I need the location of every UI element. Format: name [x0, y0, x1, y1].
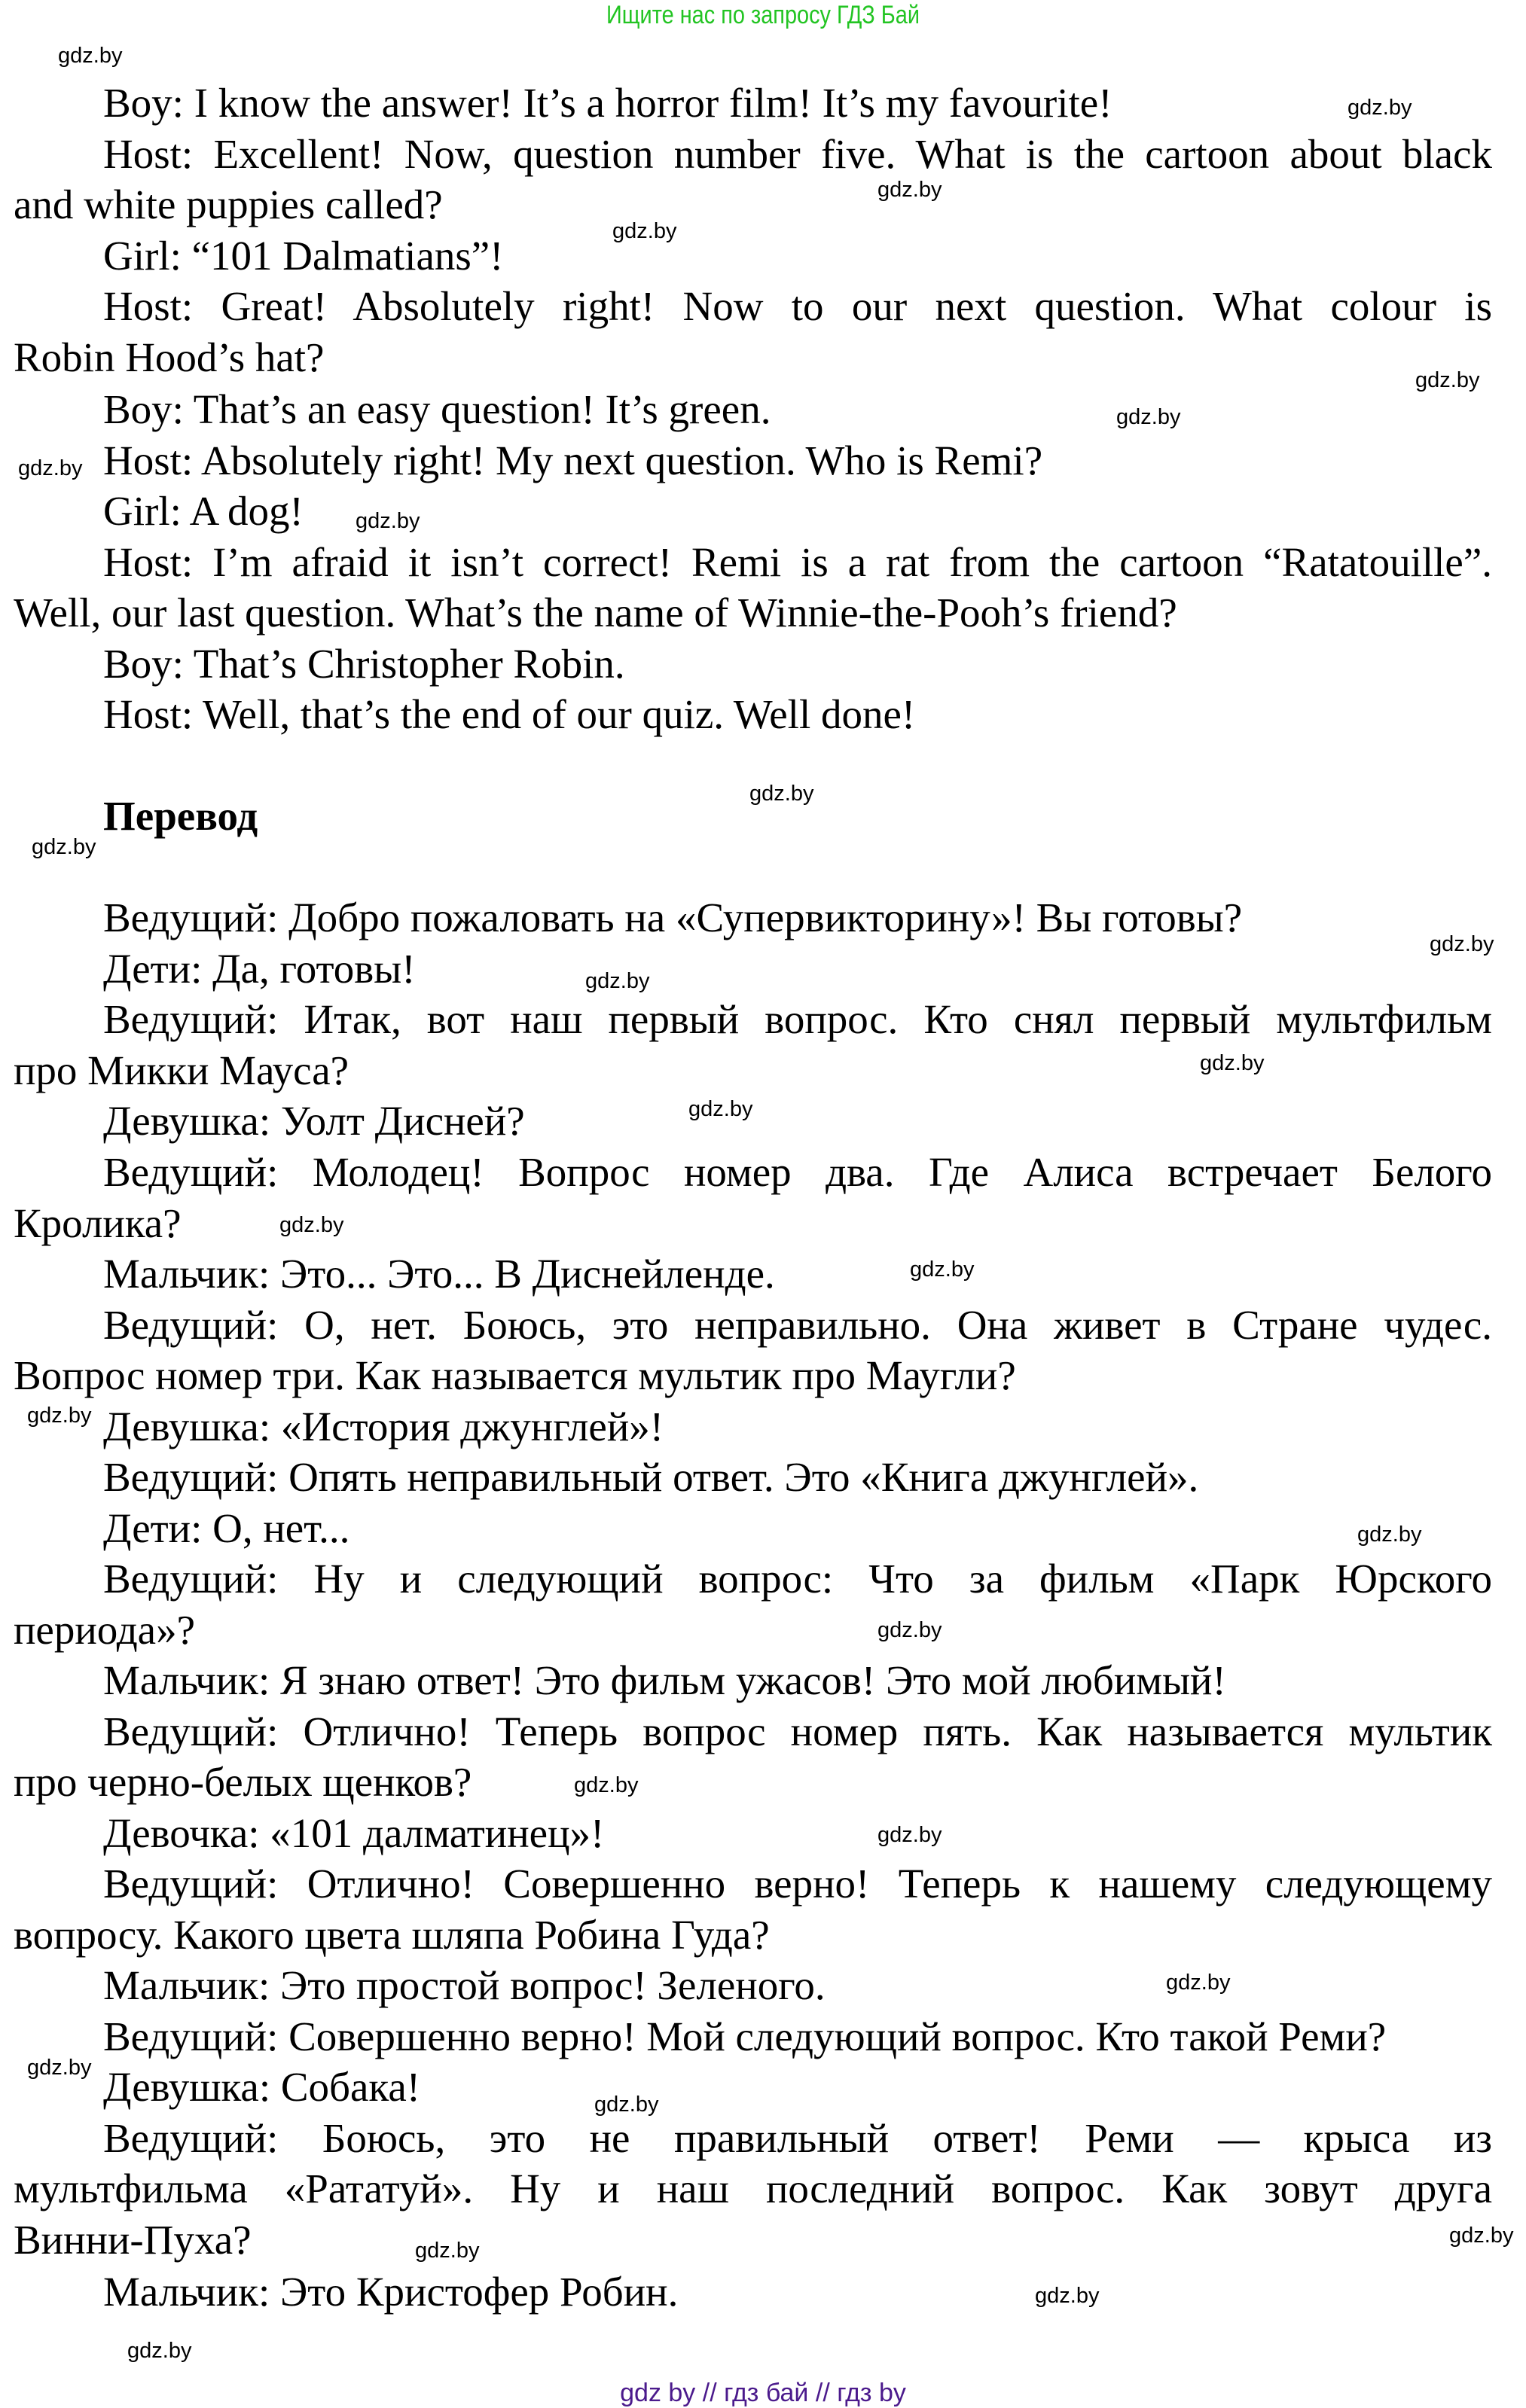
watermark-text: gdz.by — [574, 1773, 639, 1797]
text-line: про черно-белых щенков? — [14, 1759, 472, 1805]
watermark-text: gdz.by — [1200, 1051, 1265, 1075]
watermark-text: gdz.by — [910, 1257, 975, 1282]
watermark-text: gdz.by — [1449, 2224, 1514, 2248]
watermark-text: gdz.by — [415, 2239, 480, 2263]
text-line: Boy: That’s an easy question! It’s green. — [103, 386, 771, 432]
text-line: Мальчик: Это простой вопрос! Зеленого. — [103, 1962, 826, 2008]
watermark-text: gdz.by — [27, 2056, 92, 2080]
watermark-text: gdz.by — [1116, 405, 1181, 429]
watermark-text: gdz.by — [877, 178, 942, 202]
text-line: Host: Absolutely right! My next question. Who is Remi? — [103, 437, 1043, 483]
text-line: Robin Hood’s hat? — [14, 334, 325, 380]
top-banner: Ищите нас по запросу ГДЗ Бай — [606, 1, 920, 29]
text-line: Girl: “101 Dalmatians”! — [103, 233, 504, 279]
watermark-text: gdz.by — [32, 835, 96, 859]
bottom-banner: gdz by // гдз бай // гдз by — [620, 2379, 906, 2407]
text-line: Мальчик: Это Кристофер Робин. — [103, 2269, 679, 2315]
text-line: Девушка: Собака! — [103, 2064, 421, 2110]
text-line: Девушка: «История джунглей»! — [103, 1404, 664, 1449]
watermark-text: gdz.by — [1415, 368, 1480, 392]
text-line: Ведущий: Боюсь, это не правильный ответ! Реми — крыса из — [103, 2115, 1492, 2161]
watermark-text: gdz.by — [749, 782, 814, 806]
text-line: Host: Well, that’s the end of our quiz. Well done! — [103, 691, 916, 737]
watermark-text: gdz.by — [1035, 2284, 1100, 2308]
text-line: Девушка: Уолт Дисней? — [103, 1098, 525, 1144]
watermark-text: gdz.by — [877, 1823, 942, 1847]
watermark-text: gdz.by — [1357, 1523, 1422, 1547]
watermark-text: gdz.by — [27, 1404, 92, 1428]
watermark-text: gdz.by — [688, 1097, 753, 1121]
text-line: Ведущий: Опять неправильный ответ. Это «Книга джунглей». — [103, 1454, 1199, 1500]
text-line: Дети: Да, готовы! — [103, 946, 416, 992]
text-line: Дети: О, нет... — [103, 1505, 350, 1551]
text-line: вопросу. Какого цвета шляпа Робина Гуда? — [14, 1912, 770, 1958]
text-line: Девочка: «101 далматинец»! — [103, 1810, 605, 1856]
watermark-text: gdz.by — [279, 1213, 344, 1237]
text-line: Ведущий: Отлично! Совершенно верно! Теперь к нашему следующему — [103, 1861, 1492, 1907]
watermark-text: gdz.by — [585, 969, 650, 993]
text-line: Host: Excellent! Now, question number five. What is the cartoon about black — [103, 131, 1492, 177]
text-line: Кролика? — [14, 1200, 182, 1246]
text-line: Ведущий: Итак, вот наш первый вопрос. Кто снял первый мультфильм — [103, 996, 1492, 1042]
watermark-text: gdz.by — [127, 2339, 192, 2363]
text-line: периода»? — [14, 1607, 196, 1653]
watermark-text: gdz.by — [594, 2093, 659, 2117]
text-line: Ведущий: Добро пожаловать на «Супервикторину»! Вы готовы? — [103, 895, 1243, 940]
text-line: Boy: That’s Christopher Robin. — [103, 641, 625, 687]
watermark-text: gdz.by — [356, 509, 420, 533]
text-line: Винни-Пуха? — [14, 2217, 252, 2263]
watermark-text: gdz.by — [1430, 932, 1494, 956]
watermark-text: gdz.by — [877, 1618, 942, 1642]
watermark-text: gdz.by — [18, 456, 83, 480]
text-line: Boy: I know the answer! It’s a horror film! It’s my favourite! — [103, 80, 1112, 126]
watermark-text: gdz.by — [1347, 96, 1412, 120]
watermark-text: gdz.by — [58, 44, 123, 68]
text-line: про Микки Мауса? — [14, 1047, 349, 1093]
text-line: Ведущий: Молодец! Вопрос номер два. Где Алиса встречает Белого — [103, 1149, 1492, 1195]
text-line: Well, our last question. What’s the name of Winnie-the-Pooh’s friend? — [14, 590, 1177, 636]
text-line: Host: I’m afraid it isn’t correct! Remi is a rat from the cartoon “Ratatouille”. — [103, 539, 1492, 585]
text-line: Ведущий: Отлично! Теперь вопрос номер пять. Как называется мультик — [103, 1708, 1492, 1754]
text-line: Мальчик: Это... Это... В Диснейленде. — [103, 1251, 775, 1297]
text-line: мультфильма «Рататуй». Ну и наш последний вопрос. Как зовут друга — [14, 2166, 1492, 2211]
text-line: Мальчик: Я знаю ответ! Это фильм ужасов! Это мой любимый! — [103, 1657, 1226, 1703]
text-line: Ведущий: О, нет. Боюсь, это неправильно. Она живет в Стране чудес. — [103, 1302, 1492, 1348]
section-heading: Перевод — [103, 793, 258, 839]
text-line: Ведущий: Совершенно верно! Мой следующий вопрос. Кто такой Реми? — [103, 2013, 1387, 2059]
text-line: Girl: A dog! — [103, 488, 304, 534]
text-line: and white puppies called? — [14, 181, 443, 227]
text-line: Host: Great! Absolutely right! Now to our next question. What colour is — [103, 283, 1492, 329]
text-line: Ведущий: Ну и следующий вопрос: Что за фильм «Парк Юрского — [103, 1556, 1492, 1602]
watermark-text: gdz.by — [612, 219, 677, 243]
text-line: Вопрос номер три. Как называется мультик про Маугли? — [14, 1352, 1016, 1398]
watermark-text: gdz.by — [1166, 1971, 1231, 1995]
